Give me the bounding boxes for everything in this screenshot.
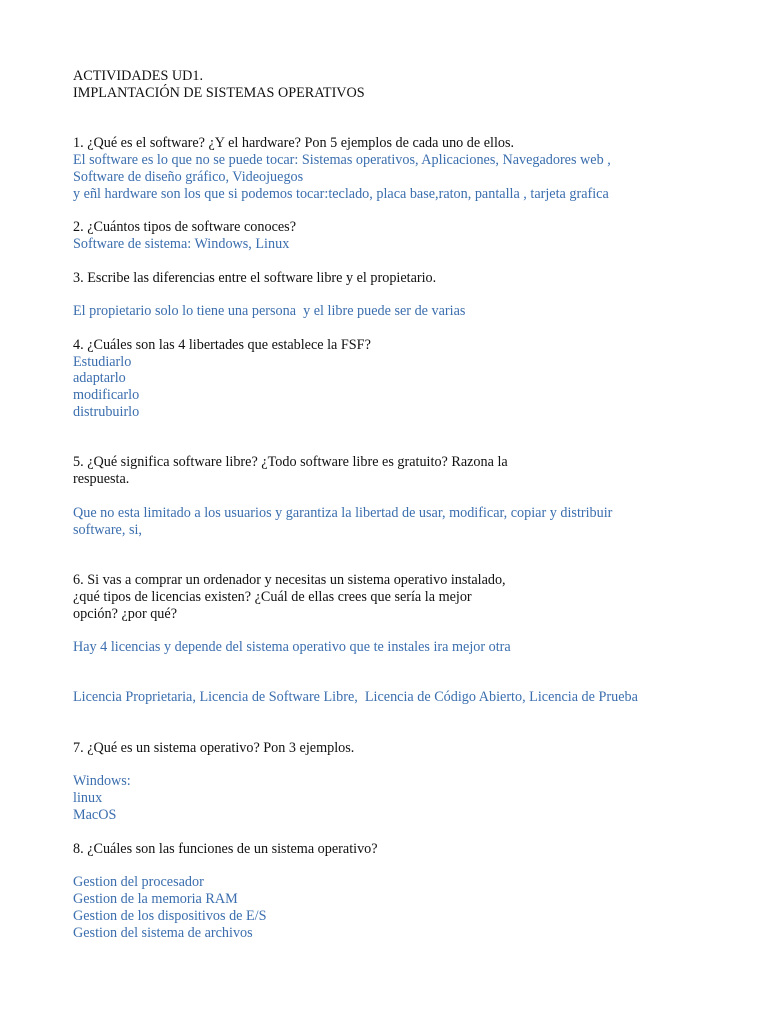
answer-4-item: Estudiarlo [73, 353, 132, 370]
answer-8-item: Gestion del procesador [73, 874, 204, 891]
answer-5-line-2: software, si, [73, 521, 142, 538]
question-6-line-3: opción? ¿por qué? [73, 605, 177, 622]
question-block-2 [73, 219, 713, 253]
question-block-3 [73, 270, 713, 320]
question-6-line-1: 6. Si vas a comprar un ordenador y necesitas un sistema operativo instalado, [73, 571, 506, 588]
question-3: 3. Escribe las diferencias entre el software libre y el propietario. [73, 269, 437, 286]
document-title: ACTIVIDADES UD1. [73, 68, 204, 84]
question-5-line-2: respuesta. [73, 471, 130, 488]
answer-7-item: linux [73, 790, 103, 807]
answer-1-line-3: y eñl hardware son los que si podemos tocar:teclado, placa base,raton, pantalla , tarjeta grafica [73, 185, 609, 202]
spacer [73, 253, 713, 270]
answer-7-item: Windows: [73, 773, 131, 790]
question-6-line-2: ¿qué tipos de licencias existen? ¿Cuál de ellas crees que sería la mejor [73, 588, 472, 605]
spacer [73, 857, 713, 874]
spacer [73, 622, 713, 639]
spacer [73, 320, 713, 337]
question-1: 1. ¿Qué es el software? ¿Y el hardware? Pon 5 ejemplos de cada uno de ellos. [73, 135, 515, 152]
document-subtitle: IMPLANTACIÓN DE SISTEMAS OPERATIVOS [73, 84, 365, 101]
question-7: 7. ¿Qué es un sistema operativo? Pon 3 ejemplos. [73, 739, 355, 756]
answer-7-item: MacOS [73, 807, 117, 824]
question-block-1 [73, 135, 713, 202]
answer-8-item: Gestion de los dispositivos de E/S [73, 907, 267, 924]
question-block-4 [73, 337, 713, 421]
answer-8-item: Gestion del sistema de archivos [73, 924, 253, 941]
question-block-8 [73, 841, 713, 942]
answer-3: El propietario solo lo tiene una persona y el libre puede ser de varias [73, 303, 466, 320]
question-5-line-1: 5. ¿Qué significa software libre? ¿Todo software libre es gratuito? Razona la [73, 454, 508, 471]
spacer [73, 102, 713, 136]
answer-5-line-1: Que no esta limitado a los usuarios y garantiza la libertad de usar, modificar, copiar y distribuir [73, 504, 613, 521]
question-4: 4. ¿Cuáles son las 4 libertades que establece la FSF? [73, 336, 371, 353]
answer-4-item: distrubuirlo [73, 403, 140, 420]
answer-8-item: Gestion de la memoria RAM [73, 891, 238, 908]
spacer [73, 757, 713, 774]
spacer [73, 488, 713, 505]
spacer [73, 706, 713, 740]
answer-1-line-1: El software es lo que no se puede tocar: Sistemas operativos, Aplicaciones, Navegadores web , [73, 151, 611, 168]
document-page [73, 68, 713, 941]
question-8: 8. ¿Cuáles son las funciones de un sistema operativo? [73, 840, 378, 857]
answer-4-item: adaptarlo [73, 370, 126, 387]
spacer [73, 538, 713, 572]
question-block-7 [73, 740, 713, 824]
spacer [73, 421, 713, 455]
question-2: 2. ¿Cuántos tipos de software conoces? [73, 219, 296, 236]
spacer [73, 286, 713, 303]
answer-1-line-2: Software de diseño gráfico, Videojuegos [73, 168, 304, 185]
spacer [73, 656, 713, 690]
question-block-6 [73, 572, 713, 706]
answer-4-item: modificarlo [73, 387, 140, 404]
spacer [73, 202, 713, 219]
answer-6-line-2: Licencia Proprietaria, Licencia de Software Libre, Licencia de Código Abierto, Licencia de Prueba [73, 689, 638, 706]
answer-2: Software de sistema: Windows, Linux [73, 235, 290, 252]
question-block-5 [73, 454, 713, 538]
answer-6-line-1: Hay 4 licencias y depende del sistema operativo que te instales ira mejor otra [73, 639, 511, 656]
spacer [73, 824, 713, 841]
